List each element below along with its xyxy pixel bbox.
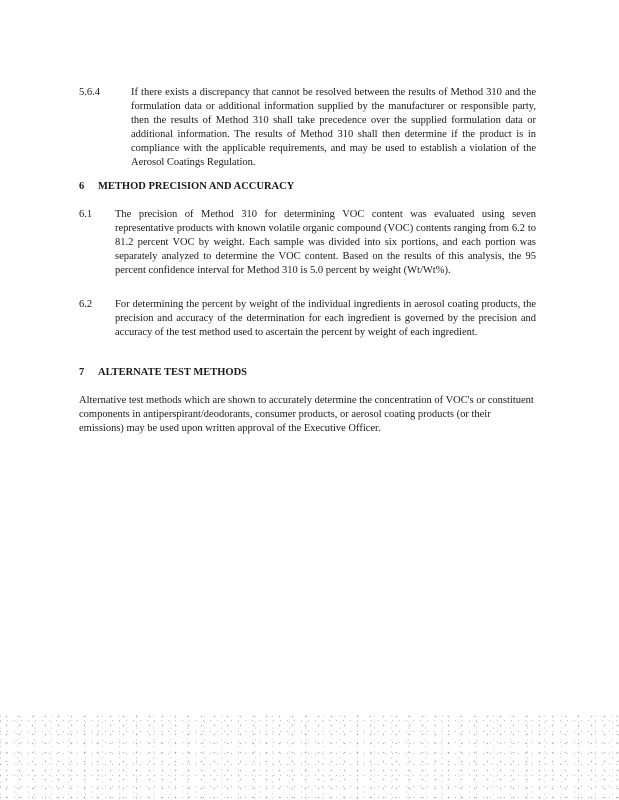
section-6-number: 6 [79, 181, 85, 192]
section-7-title: ALTERNATE TEST METHODS [98, 367, 247, 378]
section-7-number: 7 [79, 367, 85, 378]
section-5-6-4-text: If there exists a discrepancy that cannot be resolved between the results of Method 310 and the formulation data or additional information supplied by the manufacturer or responsible party, then the results of Method 310 shall take precedence over the supplied formulation data or additional information. The results of Method 310 shall then determine if the product is in compliance with the applicable requirements, and may be used to establish a violation of the Aerosol Coatings Regulation. [131, 87, 536, 168]
scan-noise [0, 712, 619, 800]
section-number-6-1: 6.1 [79, 209, 93, 220]
section-6-title: METHOD PRECISION AND ACCURACY [98, 181, 295, 192]
section-6-1-text: The precision of Method 310 for determining VOC content was evaluated using seven representative products with known volatile organic compound (VOC) contents ranging from 6.2 to 81.2 percent VOC by weight. Each sample was divided into six portions, and each portion was separately analyzed to determine the VOC content. Based on the results of this analysis, the 95 percent confidence interval for Method 310 is 5.0 percent by weight (Wt/Wt%). [115, 209, 536, 276]
section-number-6-2: 6.2 [79, 299, 93, 310]
section-7-text: Alternative test methods which are shown to accurately determine the concentration of VOC's or constituent components in antiperspirant/deodorants, consumer products, or aerosol coating products (or their emissions) may be used upon written approval of the Executive Officer. [79, 395, 534, 434]
section-6-heading [79, 180, 294, 194]
section-7-heading [79, 366, 247, 380]
section-number-5-6-4: 5.6.4 [79, 87, 100, 98]
section-6-2-text: For determining the percent by weight of the individual ingredients in aerosol coating products, the precision and accuracy of the determination for each ingredient is governed by the precision and accuracy of the test method used to ascertain the percent by weight of each ingredient. [115, 299, 536, 338]
